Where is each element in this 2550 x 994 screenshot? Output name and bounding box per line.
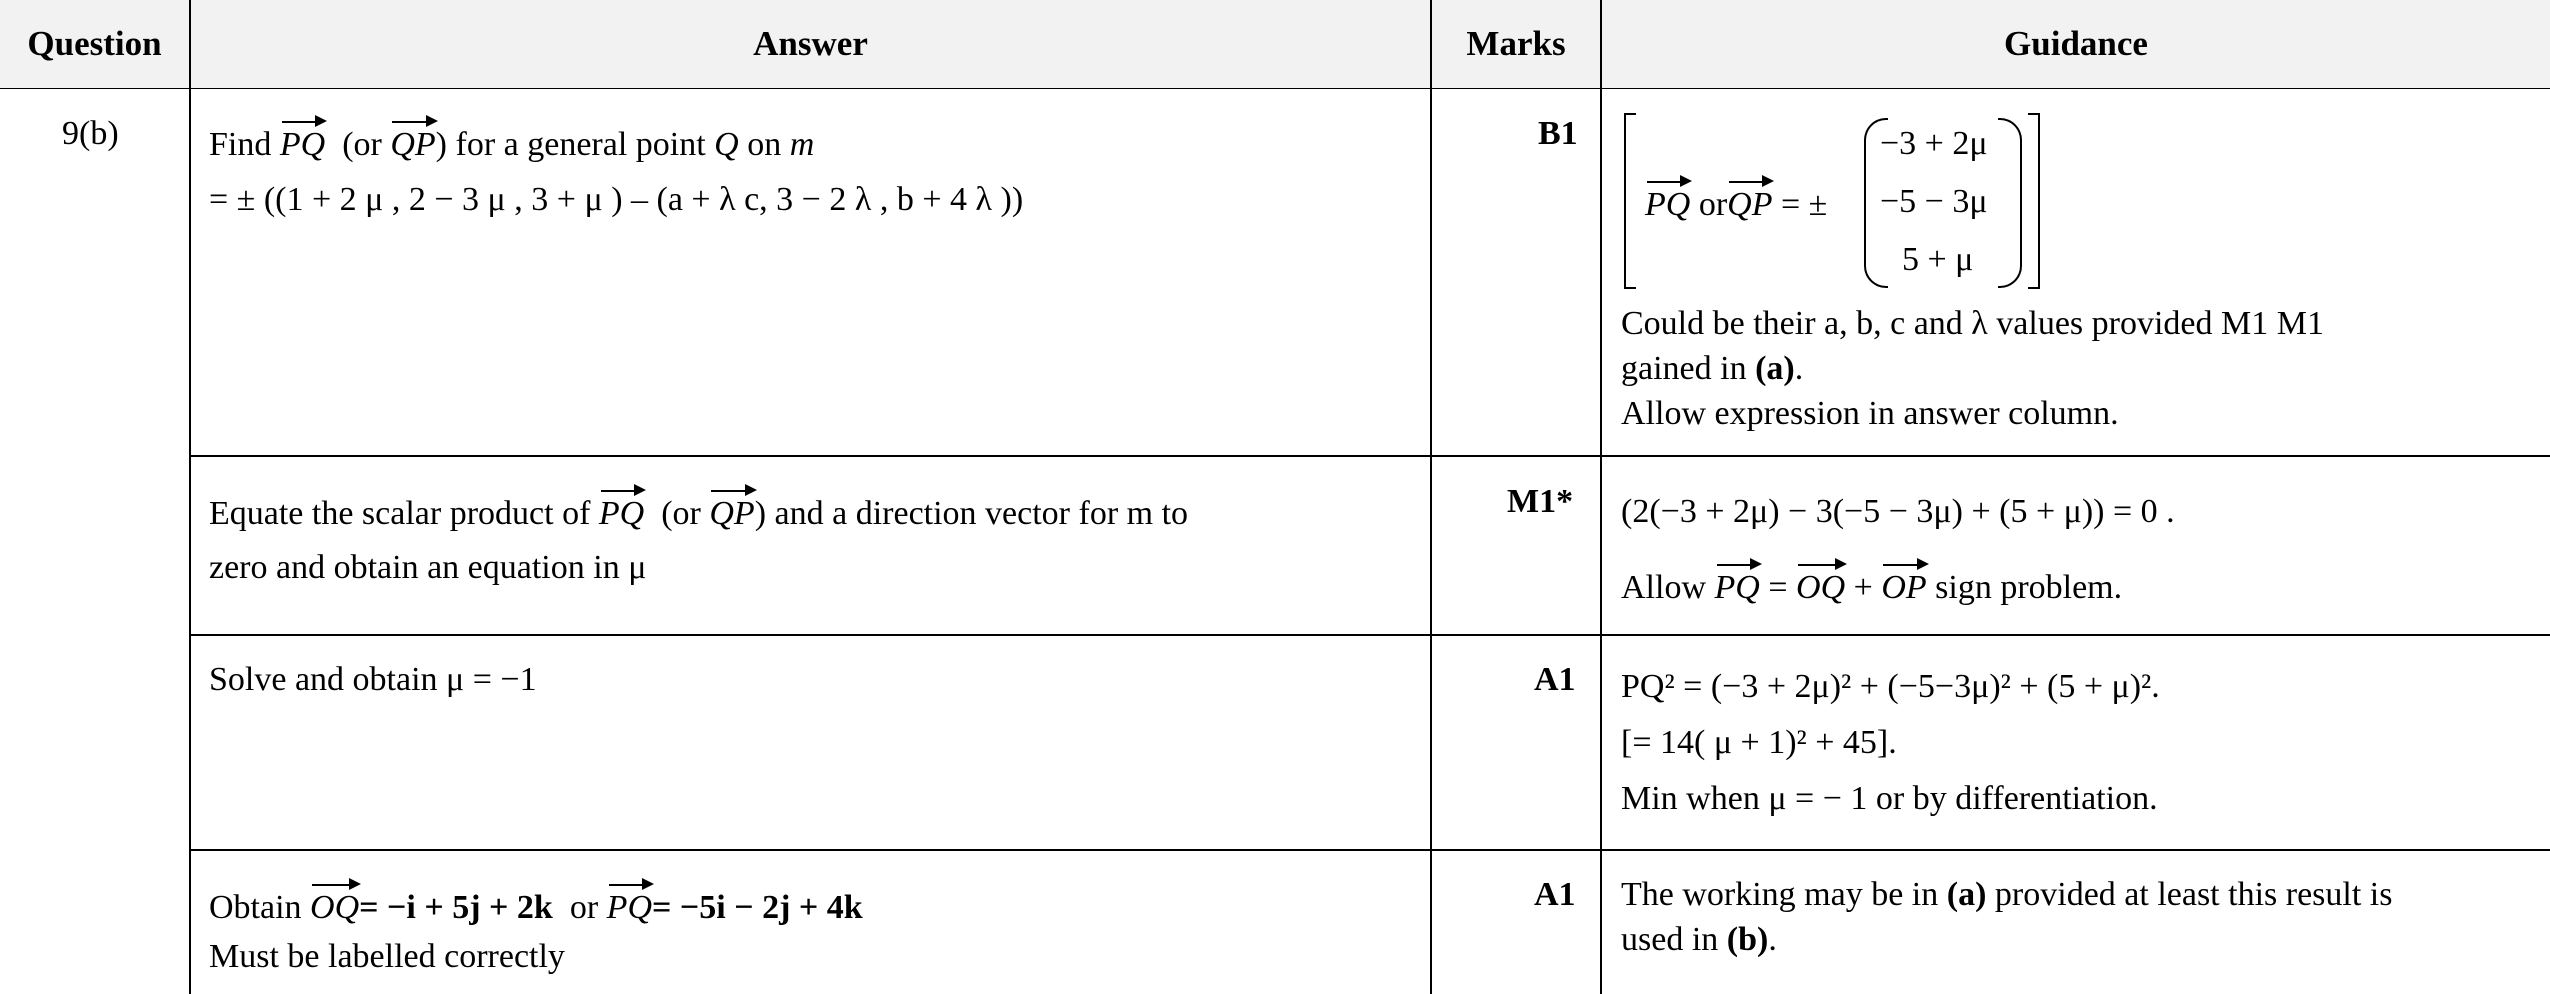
- header-guidance: [1602, 0, 2550, 88]
- row2-guidance-line1: (2(−3 + 2μ) − 3(−5 − 3μ) + (5 + μ)) = 0 .: [1621, 493, 2175, 530]
- row3-bottom-border: [189, 849, 2550, 851]
- row1-mark: B1: [1538, 115, 1578, 152]
- vector-op: OP: [1881, 569, 1927, 606]
- vector-pq: PQ: [1714, 569, 1760, 606]
- row2-mark: M1*: [1507, 483, 1574, 520]
- row1-guidance-line3: Allow expression in answer column.: [1621, 395, 2119, 432]
- row2-answer-line1: Equate the scalar product of PQ (or QP) and a direction vector for m to: [209, 495, 1189, 532]
- vector-qp: QP: [709, 495, 755, 532]
- column-vector-entry-1: −3 + 2μ: [1880, 125, 1988, 162]
- column-vector-right-paren: [1998, 118, 2022, 288]
- vector-pq: PQ: [1645, 186, 1691, 223]
- header-answer: [191, 0, 1430, 88]
- vector-pq: PQ: [606, 889, 652, 926]
- row1-guidance-vector-eq: PQ orQP = ±: [1645, 186, 1828, 223]
- row4-answer-line1: Obtain OQ= −i + 5j + 2k or PQ= −5i − 2j + 4k: [209, 889, 863, 926]
- row4-answer-line2: Must be labelled correctly: [209, 938, 565, 975]
- row3-guidance-line1: PQ² = (−3 + 2μ)² + (−5−3μ)² + (5 + μ)².: [1621, 668, 2160, 705]
- row3-mark: A1: [1534, 661, 1576, 698]
- row4-guidance-line1: The working may be in (a) provided at least this result is: [1621, 876, 2393, 913]
- row3-answer-line1: Solve and obtain μ = −1: [209, 661, 537, 698]
- row2-answer-line2: zero and obtain an equation in μ: [209, 549, 647, 586]
- header-marks-label: Marks: [1466, 24, 1566, 63]
- guidance-left-bracket: [1624, 113, 1636, 289]
- vector-pq: PQ: [279, 126, 326, 163]
- column-vector-entry-2: −5 − 3μ: [1880, 183, 1988, 220]
- vector-oq: OQ: [1796, 569, 1846, 606]
- col-divider-marks: [1600, 0, 1602, 994]
- row4-guidance-line2: used in (b).: [1621, 921, 1777, 958]
- vector-qp: QP: [390, 126, 436, 163]
- guidance-right-bracket: [2028, 113, 2040, 289]
- header-question: [0, 0, 189, 88]
- row1-answer-line1: Find PQ (or QP) for a general point Q on m: [209, 126, 815, 163]
- row2-guidance-line2: Allow PQ = OQ + OP sign problem.: [1621, 569, 2123, 606]
- col-divider-question: [189, 0, 191, 994]
- header-question-label: Question: [27, 24, 162, 63]
- row1-bottom-border: [189, 455, 2550, 457]
- vector-oq: OQ: [310, 889, 360, 926]
- header-guidance-label: Guidance: [2004, 24, 2148, 63]
- row2-bottom-border: [189, 634, 2550, 636]
- vector-qp: QP: [1727, 186, 1773, 223]
- row1-answer-line2: = ± ((1 + 2 μ , 2 − 3 μ , 3 + μ ) – (a + λ c, 3 − 2 λ , b + 4 λ )): [209, 181, 1024, 218]
- row3-guidance-line3: Min when μ = − 1 or by differentiation.: [1621, 780, 2158, 817]
- col-divider-answer: [1430, 0, 1432, 994]
- row3-guidance-line2: [= 14( μ + 1)² + 45].: [1621, 724, 1897, 761]
- column-vector-entry-3: 5 + μ: [1902, 241, 1974, 278]
- question-number: 9(b): [62, 115, 119, 152]
- row1-guidance-line2: gained in (a).: [1621, 350, 1804, 387]
- header-answer-label: Answer: [753, 24, 868, 63]
- vector-pq: PQ: [598, 495, 645, 532]
- header-marks: [1432, 0, 1600, 88]
- row1-guidance-line1: Could be their a, b, c and λ values provided M1 M1: [1621, 305, 2324, 342]
- row4-mark: A1: [1534, 876, 1576, 913]
